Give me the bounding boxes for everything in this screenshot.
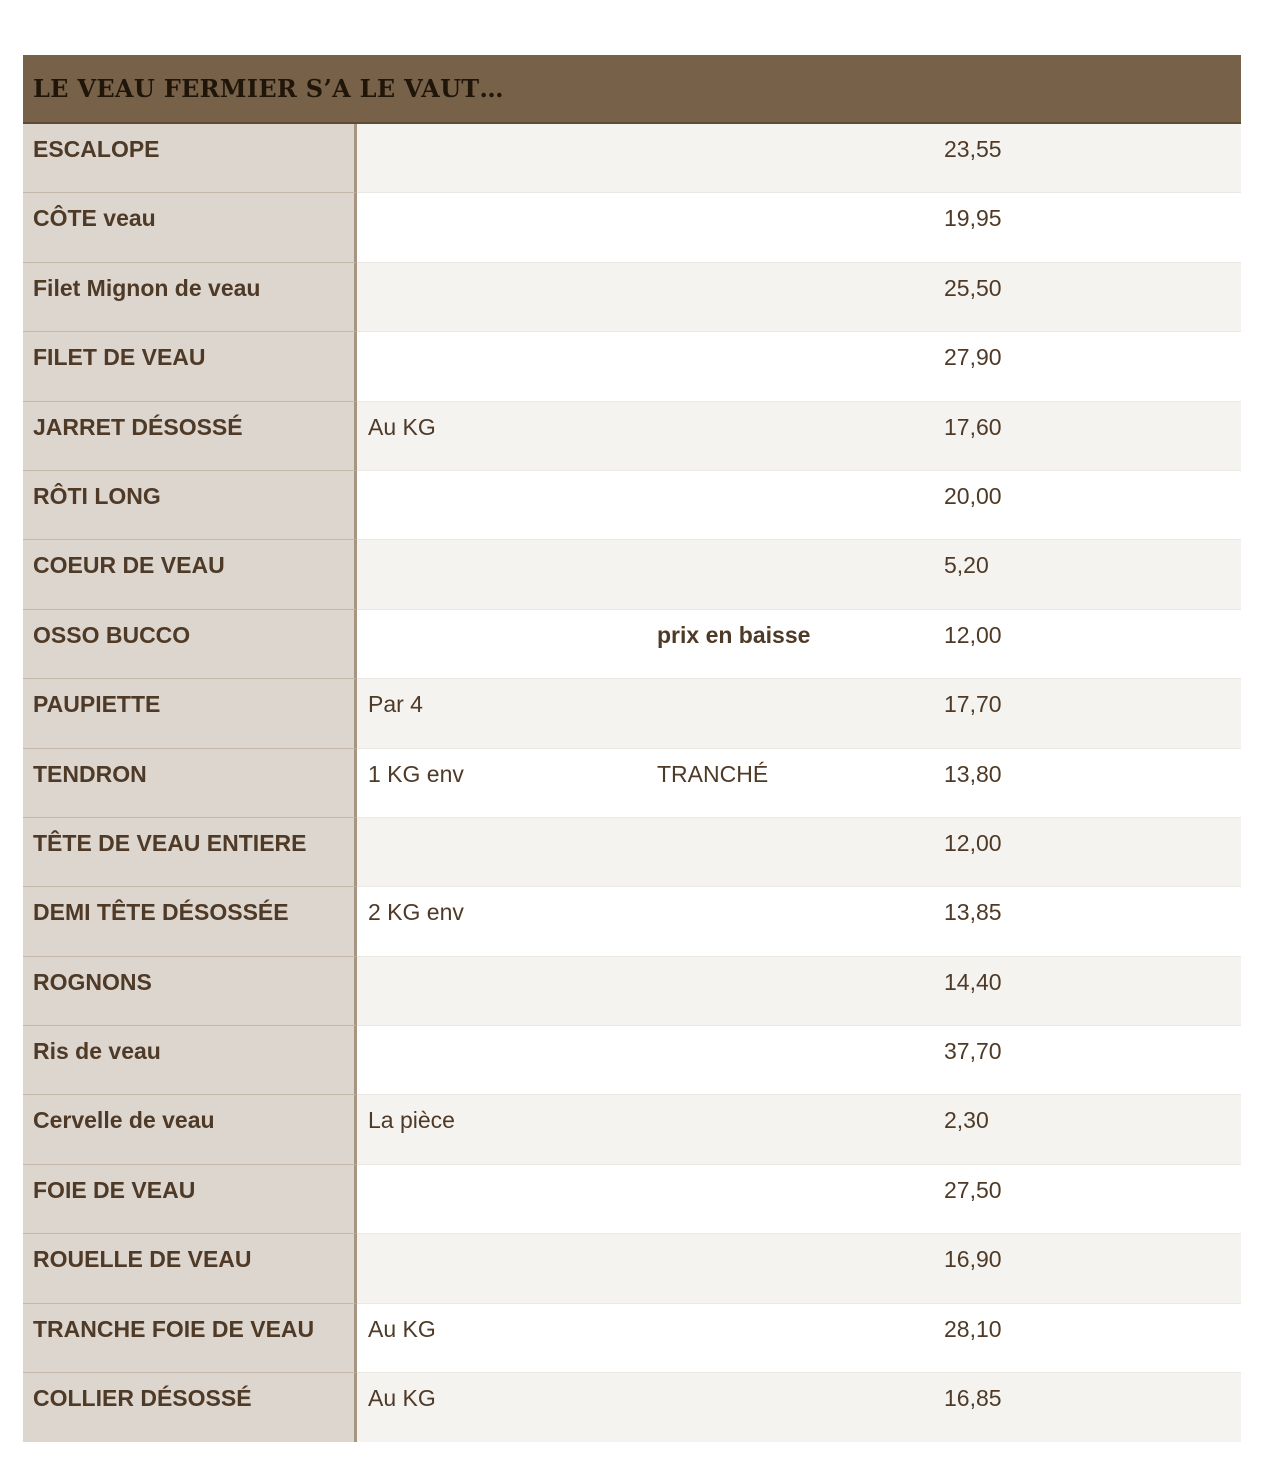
row-details [357, 263, 1241, 332]
row-details [357, 1026, 1241, 1095]
product-unit: Au KG [368, 413, 436, 440]
product-name: Ris de veau [23, 1026, 357, 1095]
product-name: CÔTE veau [23, 193, 357, 262]
row-details [357, 540, 1241, 609]
table-header [23, 55, 1241, 124]
table-row [23, 887, 1241, 956]
table-row [23, 193, 1241, 262]
table-row [23, 1095, 1241, 1164]
product-price: 13,80 [944, 760, 1002, 787]
product-price: 25,50 [944, 274, 1002, 301]
row-details [357, 1234, 1241, 1303]
product-price: 23,55 [944, 136, 1002, 162]
product-price: 27,90 [944, 344, 1002, 371]
product-name: FOIE DE VEAU [23, 1165, 357, 1234]
product-price: 17,60 [944, 413, 1002, 440]
table-body [23, 124, 1241, 1442]
row-details [357, 679, 1241, 748]
table-row [23, 471, 1241, 540]
product-name: DEMI TÊTE DÉSOSSÉE [23, 887, 357, 956]
product-name: Cervelle de veau [23, 1095, 357, 1164]
product-name: FILET DE VEAU [23, 332, 357, 401]
table-row [23, 124, 1241, 193]
product-price: 12,00 [944, 829, 1002, 856]
table-row [23, 818, 1241, 887]
table-title: LE VEAU FERMIER S’A LE VAUT… [33, 74, 504, 103]
table-row [23, 263, 1241, 332]
product-name: RÔTI LONG [23, 471, 357, 540]
product-price: 28,10 [944, 1315, 1002, 1342]
product-price: 19,95 [944, 205, 1002, 232]
product-name: COEUR DE VEAU [23, 540, 357, 609]
product-name: JARRET DÉSOSSÉ [23, 402, 357, 471]
row-details [357, 1304, 1241, 1373]
row-details [357, 124, 1241, 193]
product-unit: Au KG [368, 1385, 436, 1412]
row-details [357, 332, 1241, 401]
product-name: TENDRON [23, 749, 357, 818]
row-details [357, 957, 1241, 1026]
product-name: TRANCHE FOIE DE VEAU [23, 1304, 357, 1373]
product-name: TÊTE DE VEAU ENTIERE [23, 818, 357, 887]
product-note: prix en baisse [657, 621, 811, 648]
row-details [357, 1373, 1241, 1442]
table-row [23, 957, 1241, 1026]
table-row [23, 1234, 1241, 1303]
table-row [23, 332, 1241, 401]
row-details [357, 1095, 1241, 1164]
row-details [357, 610, 1241, 679]
product-name: Filet Mignon de veau [23, 263, 357, 332]
table-row [23, 540, 1241, 609]
product-name: OSSO BUCCO [23, 610, 357, 679]
price-table [23, 55, 1241, 1442]
product-name: ROUELLE DE VEAU [23, 1234, 357, 1303]
product-price: 12,00 [944, 621, 1002, 648]
product-price: 5,20 [944, 552, 989, 579]
product-price: 2,30 [944, 1107, 989, 1134]
table-row [23, 679, 1241, 748]
product-unit: Au KG [368, 1315, 436, 1342]
table-row [23, 1165, 1241, 1234]
product-unit: 2 KG env [368, 899, 464, 926]
row-details [357, 471, 1241, 540]
product-unit: 1 KG env [368, 760, 464, 787]
row-details [357, 1165, 1241, 1234]
product-name: PAUPIETTE [23, 679, 357, 748]
product-name: ROGNONS [23, 957, 357, 1026]
row-details [357, 887, 1241, 956]
product-price: 37,70 [944, 1038, 1002, 1065]
product-price: 17,70 [944, 691, 1002, 718]
table-row [23, 1373, 1241, 1442]
table-row [23, 1304, 1241, 1373]
table-row [23, 402, 1241, 471]
product-price: 20,00 [944, 482, 1002, 509]
product-unit: Par 4 [368, 691, 423, 718]
table-row [23, 749, 1241, 818]
table-row [23, 610, 1241, 679]
product-unit: La pièce [368, 1107, 455, 1134]
table-row [23, 1026, 1241, 1095]
product-price: 14,40 [944, 968, 1002, 995]
row-details [357, 818, 1241, 887]
product-note: TRANCHÉ [657, 760, 769, 787]
product-price: 16,90 [944, 1246, 1002, 1273]
product-price: 27,50 [944, 1176, 1002, 1203]
row-details [357, 402, 1241, 471]
product-price: 16,85 [944, 1385, 1002, 1412]
row-details [357, 749, 1241, 818]
product-name: ESCALOPE [23, 124, 357, 193]
row-details [357, 193, 1241, 262]
product-price: 13,85 [944, 899, 1002, 926]
product-name: COLLIER DÉSOSSÉ [23, 1373, 357, 1442]
